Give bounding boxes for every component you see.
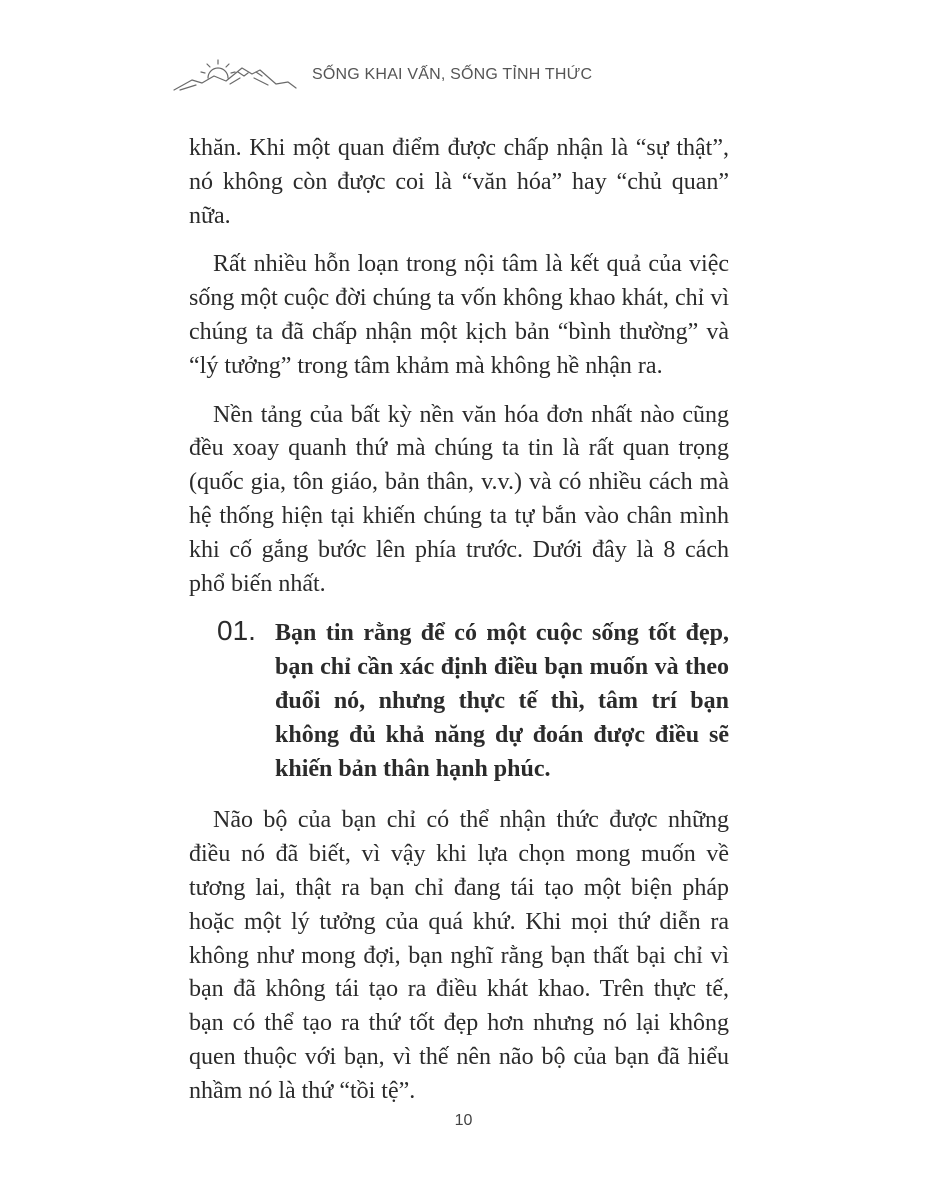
paragraph: Rất nhiều hỗn loạn trong nội tâm là kết quả của việc sống một cuộc đời chúng ta vốn không khao khát, chỉ vì chúng ta đã chấp nhận một kịch bản “bình thường” và “lý tưởng” trong tâm khảm mà không hề nhận ra. (189, 251, 729, 379)
running-title: SỐNG KHAI VẤN, SỐNG TỈNH THỨC (312, 66, 593, 83)
page-body (189, 132, 729, 1124)
paragraph: khăn. Khi một quan điểm được chấp nhận là “sự thật”, nó không còn được coi là “văn hóa” hay “chủ quan” nữa. (189, 135, 729, 229)
numbered-point (189, 616, 729, 786)
paragraph: Nền tảng của bất kỳ nền văn hóa đơn nhất nào cũng đều xoay quanh thứ mà chúng ta tin là rất quan trọng (quốc gia, tôn giáo, bản thân, v.v.) và có nhiều cách mà hệ thống hiện tại khiến chúng ta tự bắn vào chân mình khi cố gắng bước lên phía trước. Dưới đây là 8 cách phổ biến nhất. (189, 401, 729, 597)
paragraph: Não bộ của bạn chỉ có thể nhận thức được những điều nó đã biết, vì vậy khi lựa chọn mong muốn về tương lai, thật ra bạn chỉ đang tái tạo một biện pháp hoặc một lý tưởng của quá khứ. Khi mọi thứ diễn ra không như mong đợi, bạn nghĩ rằng bạn thất bại chỉ vì bạn đã không tái tạo ra điều khát khao. Trên thực tế, bạn có thể tạo ra thứ tốt đẹp hơn nhưng nó lại không quen thuộc với bạn, vì thế nên não bộ của bạn đã hiểu nhầm nó là thứ “tồi tệ”. (189, 807, 729, 1104)
point-number: 01. (217, 615, 256, 647)
point-text: Bạn tin rằng để có một cuộc sống tốt đẹp, bạn chỉ cần xác định điều bạn muốn và theo đuổi nó, nhưng thực tế thì, tâm trí bạn không đủ khả năng dự đoán được điều sẽ khiến bản thân hạnh phúc. (275, 620, 729, 783)
page-number: 10 (454, 1112, 473, 1129)
sun-over-mountains-icon (172, 54, 302, 96)
running-header (172, 52, 792, 98)
